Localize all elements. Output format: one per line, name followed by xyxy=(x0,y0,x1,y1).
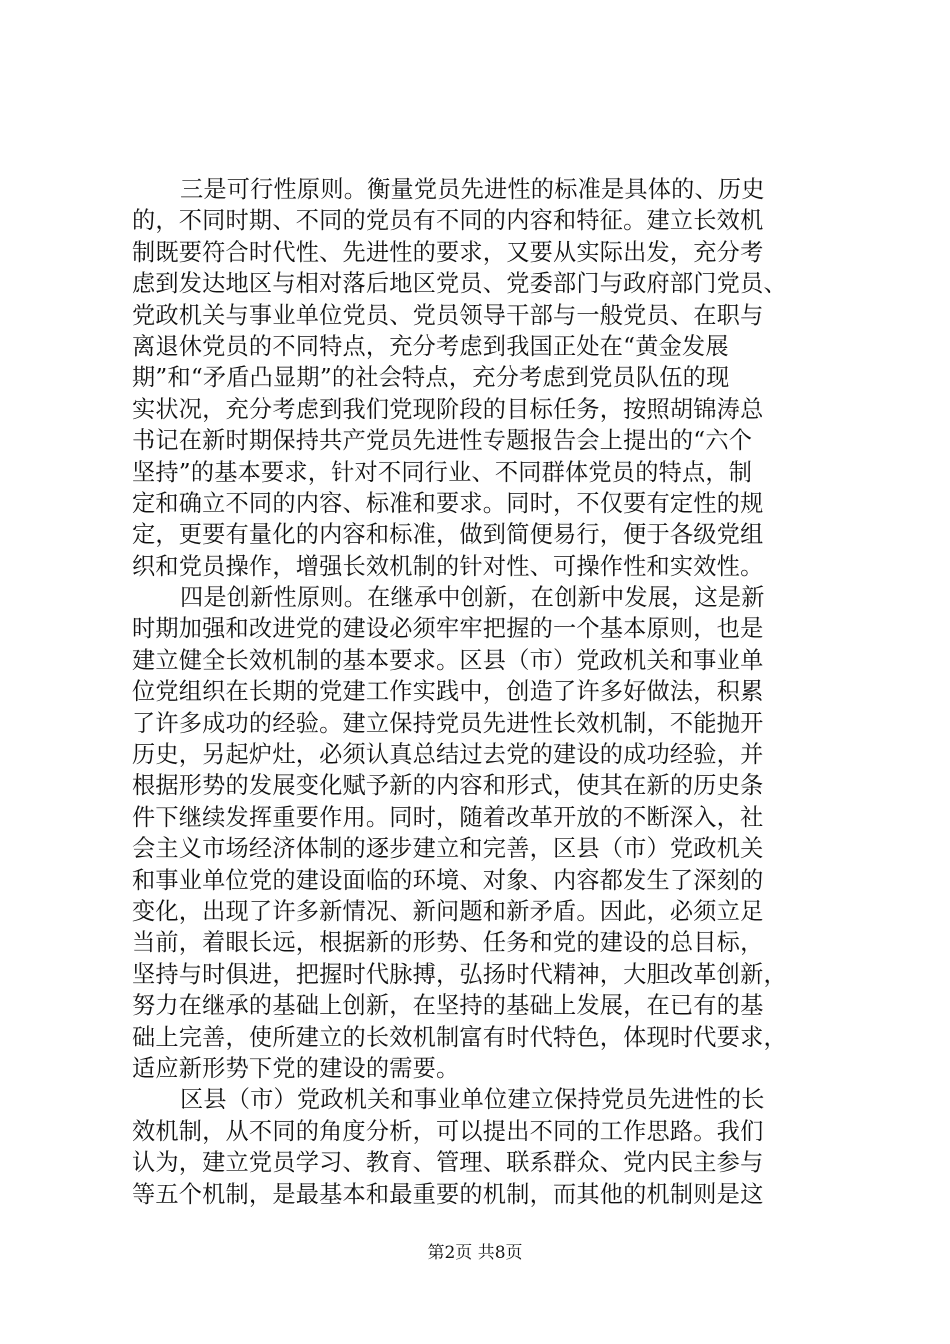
text-line: 书记在新时期保持共产党员先进性专题报告会上提出的“六个 xyxy=(132,427,753,455)
text-line: 础上完善，使所建立的长效机制富有时代特色，体现时代要求， xyxy=(132,1023,787,1051)
text-line: 位党组织在长期的党建工作实践中，创造了许多好做法，积累 xyxy=(132,678,764,706)
text-line: 坚持与时俱进，把握时代脉搏，弘扬时代精神，大胆改革创新， xyxy=(132,960,787,988)
page-number-label: 第2页 共8页 xyxy=(427,1243,523,1263)
text-line: 虑到发达地区与相对落后地区党员、党委部门与政府部门党员、 xyxy=(132,270,787,298)
text-line: 历史，另起炉灶，必须认真总结过去党的建设的成功经验，并 xyxy=(132,741,764,769)
text-line: 变化，出现了许多新情况、新问题和新矛盾。因此，必须立足 xyxy=(132,897,764,925)
text-line: 制既要符合时代性、先进性的要求，又要从实际出发，充分考 xyxy=(132,238,764,266)
text-line: 建立健全长效机制的基本要求。区县（市）党政机关和事业单 xyxy=(132,646,764,674)
text-line: 定，更要有量化的内容和标准，做到简便易行，便于各级党组 xyxy=(132,521,764,549)
text-line: 认为，建立党员学习、教育、管理、联系群众、党内民主参与 xyxy=(132,1149,764,1177)
text-line: 时期加强和改进党的建设必须牢牢把握的一个基本原则，也是 xyxy=(132,615,764,643)
document-body xyxy=(132,174,832,1210)
text-line: 党政机关与事业单位党员、党员领导干部与一般党员、在职与 xyxy=(132,301,764,329)
text-line: 四是创新性原则。在继承中创新，在创新中发展，这是新 xyxy=(180,584,765,612)
text-line: 期”和“矛盾凸显期”的社会特点，充分考虑到党员队伍的现 xyxy=(132,364,730,392)
text-line: 区县（市）党政机关和事业单位建立保持党员先进性的长 xyxy=(180,1086,765,1114)
text-line: 坚持”的基本要求，针对不同行业、不同群体党员的特点，制 xyxy=(132,458,753,486)
text-line: 实状况，充分考虑到我们党现阶段的目标任务，按照胡锦涛总 xyxy=(132,395,764,423)
text-line: 会主义市场经济体制的逐步建立和完善，区县（市）党政机关 xyxy=(132,835,764,863)
text-line: 了许多成功的经验。建立保持党员先进性长效机制，不能抛开 xyxy=(132,709,764,737)
text-line: 效机制，从不同的角度分析，可以提出不同的工作思路。我们 xyxy=(132,1117,764,1145)
page-footer xyxy=(0,1243,950,1263)
text-line: 和事业单位党的建设面临的环境、对象、内容都发生了深刻的 xyxy=(132,866,764,894)
text-line: 当前，着眼长远，根据新的形势、任务和党的建设的总目标， xyxy=(132,929,764,957)
text-line: 三是可行性原则。衡量党员先进性的标准是具体的、历史 xyxy=(180,176,765,203)
text-line: 根据形势的发展变化赋予新的内容和形式，使其在新的历史条 xyxy=(132,772,764,800)
text-line: 件下继续发挥重要作用。同时，随着改革开放的不断深入，社 xyxy=(132,803,764,831)
text-line: 定和确立不同的内容、标准和要求。同时，不仅要有定性的规 xyxy=(132,489,764,517)
text-line: 等五个机制，是最基本和最重要的机制，而其他的机制则是这 xyxy=(132,1180,764,1208)
text-line: 织和党员操作，增强长效机制的针对性、可操作性和实效性。 xyxy=(132,552,764,580)
text-line: 的，不同时期、不同的党员有不同的内容和特征。建立长效机 xyxy=(132,207,764,235)
text-line: 努力在继承的基础上创新，在坚持的基础上发展，在已有的基 xyxy=(132,992,764,1020)
text-line: 离退休党员的不同特点，充分考虑到我国正处在“黄金发展 xyxy=(132,332,729,360)
text-line: 适应新形势下党的建设的需要。 xyxy=(132,1054,460,1082)
